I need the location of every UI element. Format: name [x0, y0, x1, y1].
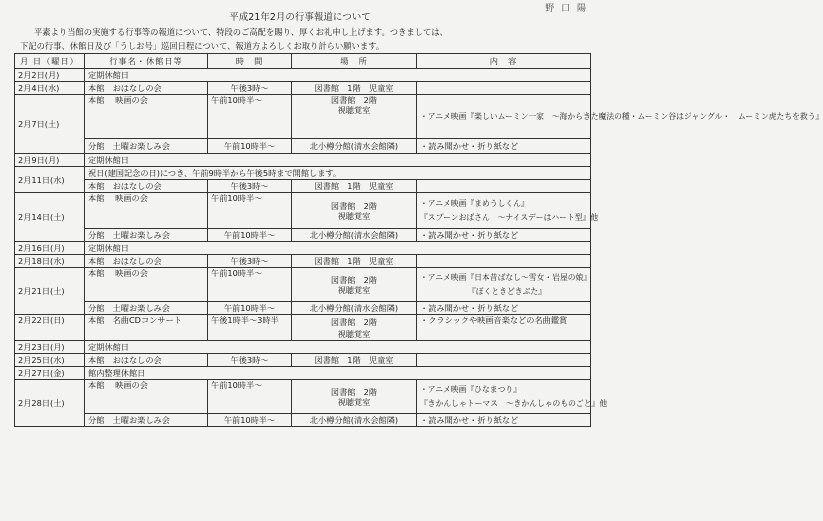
date-cell: 2月4日(水)	[15, 82, 85, 95]
event-cell: 分館 土曜お楽しみ会	[85, 139, 208, 154]
event-cell: 定期休館日	[85, 242, 591, 255]
content-cell: ・読み聞かせ・折り紙など	[417, 139, 591, 154]
event-cell: 館内整理休館日	[85, 367, 591, 380]
event-cell: 本館 おはなしの会	[85, 180, 208, 193]
intro-line-2: 下記の行事、休館日及び「うしお号」巡回日程について、報道方よろしくお取り計らい願います。	[20, 41, 385, 51]
place-line: 図書館 2階	[330, 274, 378, 285]
table-row	[15, 302, 591, 315]
table-row	[15, 414, 591, 427]
event-cell: 本館 映画の会	[85, 95, 208, 139]
event-cell: 定期休館日	[85, 69, 591, 82]
intro-paragraph	[20, 25, 595, 53]
place-cell	[292, 95, 417, 139]
content-cell: ・読み聞かせ・折り紙など	[417, 302, 591, 315]
content-line: 『きかんしゃトーマス ～きかんしゃのものごと』他	[420, 398, 608, 408]
col-header-content: 内 容	[417, 54, 591, 69]
content-line: 『スプーンおばさん ～ナイスデーはハート型』他	[420, 212, 599, 222]
table-row	[15, 354, 591, 367]
table-row	[15, 255, 591, 268]
event-cell: 本館 名曲CDコンサート	[85, 315, 208, 341]
content-cell	[417, 354, 591, 367]
table-row	[15, 82, 591, 95]
corner-stamp-text: 野 口 陽	[545, 4, 588, 14]
intro-line-1: 平素より当館の実施する行事等の報道について、特段のご高配を賜り、厚くお礼申し上げます。つきましては、	[34, 27, 448, 37]
content-cell: ・クラシックや映画音楽などの名曲鑑賞	[417, 315, 591, 341]
table-row	[15, 268, 591, 302]
content-cell	[417, 82, 591, 95]
place-cell: 図書館 1階 児童室	[292, 354, 417, 367]
content-cell	[417, 268, 591, 302]
place-line: 図書館 2階	[330, 200, 378, 211]
time-cell: 午前10時半～	[208, 95, 292, 139]
event-cell: 分館 土曜お楽しみ会	[85, 414, 208, 427]
content-line: ・アニメ映画『日本昔ばなし～雪女・岩屋の娘』	[420, 272, 592, 282]
content-cell	[417, 180, 591, 193]
time-cell: 午前10時半～	[208, 380, 292, 414]
time-cell: 午前10時半～	[208, 268, 292, 302]
date-cell: 2月14日(土)	[15, 193, 85, 242]
event-cell: 本館 映画の会	[85, 268, 208, 302]
place-line: 視聴覚室	[337, 105, 371, 115]
event-cell: 本館 映画の会	[85, 380, 208, 414]
event-cell: 分館 土曜お楽しみ会	[85, 229, 208, 242]
table-row	[15, 193, 591, 229]
table-row	[15, 380, 591, 414]
place-cell: 北小樽分館(清水会館隣)	[292, 229, 417, 242]
col-header-event: 行事名・休館日等	[85, 54, 208, 69]
place-line: 視聴覚室	[337, 284, 371, 295]
table-row	[15, 139, 591, 154]
time-cell: 午後3時～	[208, 180, 292, 193]
place-line: 図書館 2階	[330, 386, 378, 397]
table-row	[15, 95, 591, 139]
date-cell: 2月25日(水)	[15, 354, 85, 367]
time-cell: 午前10時半～	[208, 229, 292, 242]
event-cell: 定期休館日	[85, 154, 591, 167]
content-cell: ・読み聞かせ・折り紙など	[417, 229, 591, 242]
table-row	[15, 180, 591, 193]
time-cell: 午後3時～	[208, 354, 292, 367]
time-cell: 午後1時半～3時半	[208, 315, 292, 341]
time-cell: 午後3時～	[208, 82, 292, 95]
event-cell: 定期休館日	[85, 341, 591, 354]
date-cell: 2月27日(金)	[15, 367, 85, 380]
date-cell: 2月9日(月)	[15, 154, 85, 167]
event-cell: 分館 土曜お楽しみ会	[85, 302, 208, 315]
date-cell: 2月18日(水)	[15, 255, 85, 268]
table-row	[15, 154, 591, 167]
date-cell: 2月28日(土)	[15, 380, 85, 427]
event-cell: 本館 おはなしの会	[85, 82, 208, 95]
note-cell: 祝日(建国記念の日)につき、午前9時半から午後5時まで開館します。	[85, 167, 591, 180]
event-cell: 本館 おはなしの会	[85, 255, 208, 268]
place-cell	[292, 193, 417, 229]
place-cell: 図書館 1階 児童室	[292, 180, 417, 193]
content-line: ・アニメ映画『ひなまつり』	[420, 384, 521, 394]
place-line: 視聴覚室	[337, 328, 371, 339]
table-header-row	[15, 54, 591, 69]
document-title: 平成21年2月の行事報道について	[229, 12, 371, 23]
date-cell: 2月2日(月)	[15, 69, 85, 82]
content-cell: ・読み聞かせ・折り紙など	[417, 414, 591, 427]
place-cell: 図書館 1階 児童室	[292, 82, 417, 95]
place-cell: 図書館 1階 児童室	[292, 255, 417, 268]
col-header-time: 時 間	[208, 54, 292, 69]
content-cell	[417, 255, 591, 268]
schedule-table	[14, 53, 823, 427]
place-line: 図書館 2階	[330, 316, 378, 327]
content-line: ・アニメ映画『まめうしくん』	[420, 198, 529, 208]
time-cell: 午前10時半～	[208, 414, 292, 427]
place-cell	[292, 380, 417, 414]
date-cell: 2月23日(月)	[15, 341, 85, 354]
col-header-place: 場 所	[292, 54, 417, 69]
table-row	[15, 69, 591, 82]
content-cell	[417, 380, 608, 414]
table-row	[15, 229, 591, 242]
place-cell	[292, 268, 417, 302]
table-row	[15, 315, 591, 341]
date-cell: 2月7日(土)	[15, 95, 85, 154]
time-cell: 午後3時～	[208, 255, 292, 268]
place-cell: 北小樽分館(清水会館隣)	[292, 414, 417, 427]
table-row	[15, 367, 591, 380]
event-cell: 本館 おはなしの会	[85, 354, 208, 367]
table-row	[15, 242, 591, 255]
place-cell	[292, 315, 417, 341]
time-cell: 午前10時半～	[208, 139, 292, 154]
time-cell: 午前10時半～	[208, 302, 292, 315]
content-line: 『ぼくときどきぶた』	[468, 286, 546, 296]
content-cell: ・アニメ映画『楽しいムーミン一家 ～海からきた魔法の種・ムーミン谷はジャングル・ ムーミン虎たちを救う』	[417, 95, 591, 139]
place-line: 図書館 2階	[330, 95, 378, 105]
table-row	[15, 341, 591, 354]
place-cell: 北小樽分館(清水会館隣)	[292, 139, 417, 154]
date-cell: 2月11日(水)	[15, 167, 85, 193]
time-cell: 午前10時半～	[208, 193, 292, 229]
col-header-date: 月 日（曜日）	[15, 54, 85, 69]
place-line: 視聴覚室	[337, 396, 371, 407]
place-cell: 北小樽分館(清水会館隣)	[292, 302, 417, 315]
date-cell: 2月22日(日)	[15, 315, 85, 341]
date-cell: 2月16日(月)	[15, 242, 85, 255]
date-cell: 2月21日(土)	[15, 268, 85, 315]
place-line: 視聴覚室	[337, 210, 371, 221]
table-row	[15, 167, 591, 180]
event-cell: 本館 映画の会	[85, 193, 208, 229]
content-cell	[417, 193, 599, 229]
